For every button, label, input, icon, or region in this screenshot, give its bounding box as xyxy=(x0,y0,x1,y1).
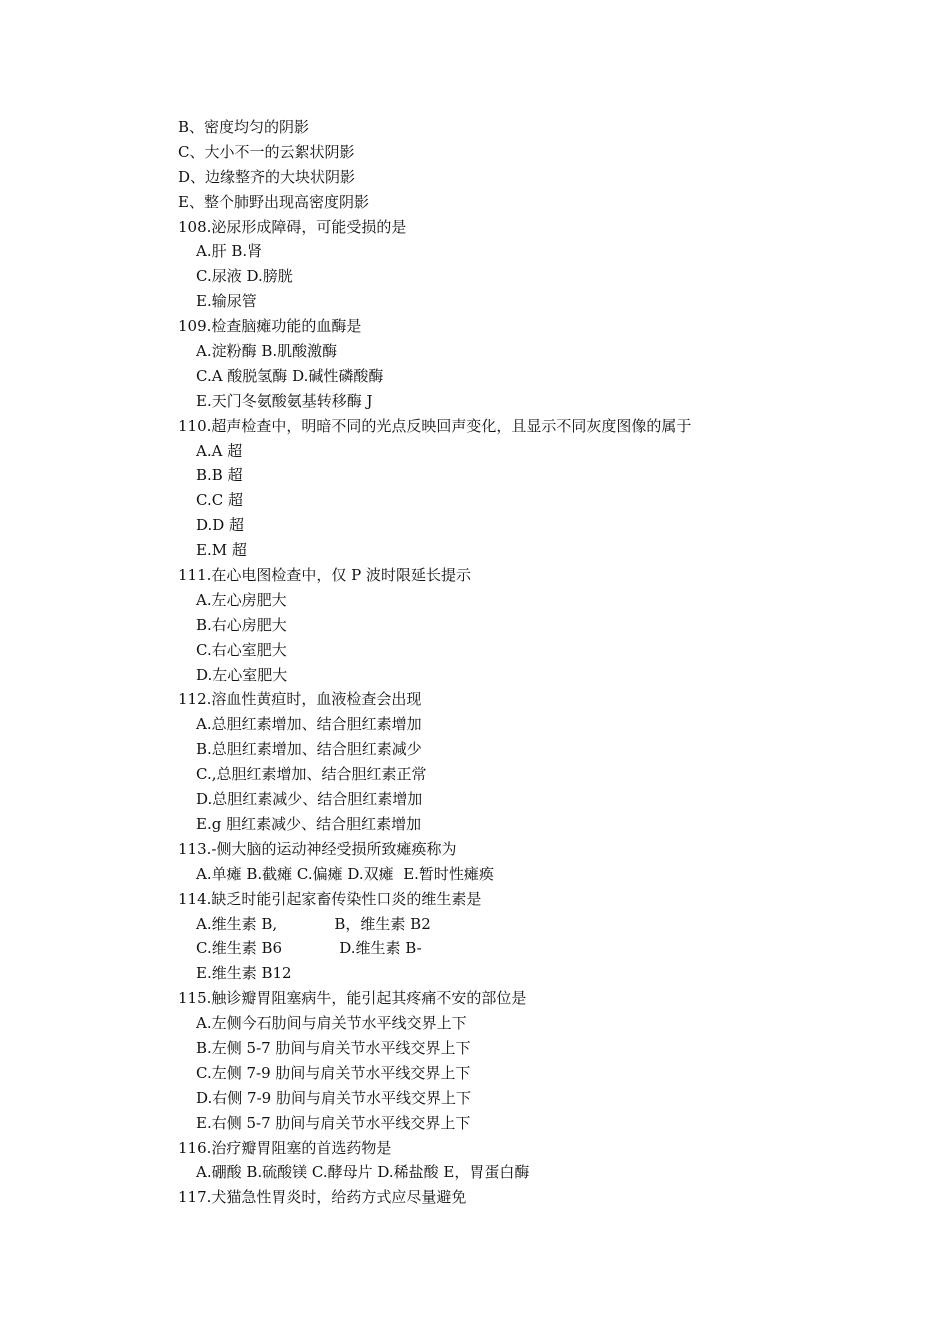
answer-option-line: A.A 超 xyxy=(196,441,243,460)
answer-option-line: E.输尿管 xyxy=(196,292,257,311)
answer-option-line: A.硼酸 B.硫酸镁 C.酵母片 D.稀盐酸 E，胃蛋白酶 xyxy=(196,1163,530,1182)
answer-option-line: C.维生素 B6 D.维生素 B- xyxy=(196,939,422,958)
answer-option-line: C.左侧 7-9 肋间与肩关节水平线交界上下 xyxy=(196,1063,471,1082)
question-line: 110.超声检查中，明暗不同的光点反映回声变化，且显示不同灰度图像的属于 xyxy=(178,416,692,435)
question-line: 117.犬猫急性胃炎时，给药方式应尽量避免 xyxy=(178,1188,467,1207)
question-line: 113.-侧大脑的运动神经受损所致瘫痪称为 xyxy=(178,839,457,858)
answer-option-line: C.C 超 xyxy=(196,491,243,510)
answer-option-line: C.尿液 D.膀胱 xyxy=(196,267,293,286)
answer-option-line: E.M 超 xyxy=(196,541,247,560)
answer-option-line: E.维生素 B12 xyxy=(196,964,292,983)
question-line: 115.触诊瓣胃阻塞病牛，能引起其疼痛不安的部位是 xyxy=(178,989,527,1008)
answer-option-line: E.右侧 5-7 肋间与肩关节水平线交界上下 xyxy=(196,1113,471,1132)
answer-option-line: C.A 酸脱氢酶 D.碱性磷酸酶 xyxy=(196,366,384,385)
answer-option-line: E.天门冬氨酸氨基转移酶 J xyxy=(196,391,373,410)
answer-option-line: B.B 超 xyxy=(196,466,243,485)
question-line: 112.溶血性黄疸时，血液检查会出现 xyxy=(178,690,422,709)
answer-option-line: D.左心室肥大 xyxy=(196,665,288,684)
answer-option-line: D.右侧 7-9 肋间与肩关节水平线交界上下 xyxy=(196,1088,471,1107)
question-line: E、整个肺野出现高密度阴影 xyxy=(178,192,369,211)
answer-option-line: B.右心房肥大 xyxy=(196,615,287,634)
answer-option-line: A.淀粉酶 B.肌酸激酶 xyxy=(196,342,338,361)
question-line: 114.缺乏时能引起家畜传染性口炎的维生素是 xyxy=(178,889,482,908)
answer-option-line: A.左侧今石肋间与肩关节水平线交界上下 xyxy=(196,1014,467,1033)
answer-option-line: D.D 超 xyxy=(196,516,245,535)
question-line: B、密度均匀的阴影 xyxy=(178,118,310,136)
answer-option-line: A.肝 B.肾 xyxy=(196,242,263,261)
answer-option-line: B.总胆红素增加、结合胆红素减少 xyxy=(196,740,422,759)
answer-option-line: C.,总胆红素增加、结合胆红素正常 xyxy=(196,765,427,784)
answer-option-line: D.总胆红素减少、结合胆红素增加 xyxy=(196,790,423,809)
answer-option-line: A.维生素 B, B，维生素 B2 xyxy=(196,914,431,933)
question-line: 108.泌尿形成障碍，可能受损的是 xyxy=(178,217,407,236)
question-line: D、边缘整齐的大块状阴影 xyxy=(178,167,356,186)
answer-option-line: B.左侧 5-7 肋间与肩关节水平线交界上下 xyxy=(196,1038,471,1057)
question-line: 109.检查脑瘫功能的血酶是 xyxy=(178,317,362,336)
question-line: 111.在心电图检查中，仅 P 波时限延长提示 xyxy=(178,566,472,585)
answer-option-line: A.左心房肥大 xyxy=(196,590,287,609)
answer-option-line: E.g 胆红素减少、结合胆红素增加 xyxy=(196,814,422,833)
answer-option-line: A.总胆红素增加、结合胆红素增加 xyxy=(196,715,422,734)
answer-option-line: C.右心室肥大 xyxy=(196,640,287,659)
question-text-block xyxy=(178,115,878,1210)
question-line: C、大小不一的云絮状阴影 xyxy=(178,142,355,161)
answer-option-line: A.单瘫 B.截瘫 C.偏瘫 D.双瘫 E.暂时性瘫痪 xyxy=(196,864,494,883)
question-line: 116.治疗瓣胃阻塞的首选药物是 xyxy=(178,1138,392,1157)
